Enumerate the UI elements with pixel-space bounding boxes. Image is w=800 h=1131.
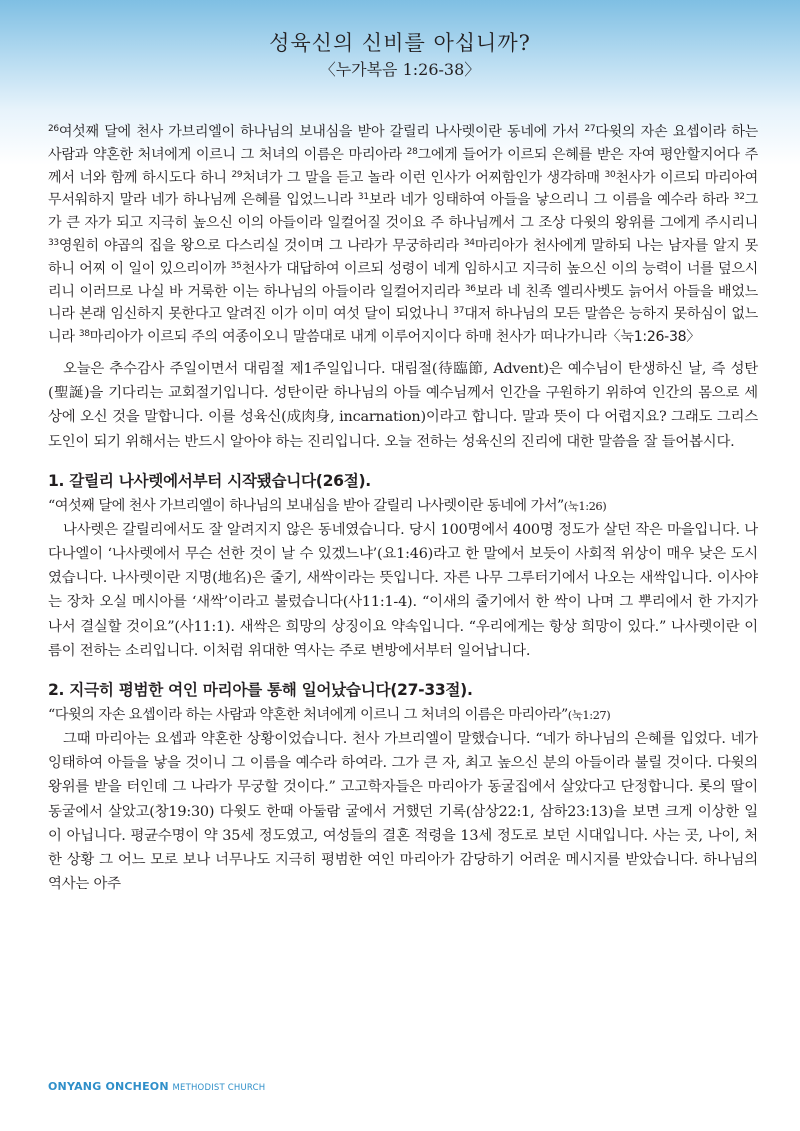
verse-number: 32: [733, 192, 745, 203]
section-2-quote-ref: (눅1:27): [567, 708, 611, 722]
verse-number: 34: [463, 237, 475, 248]
intro-paragraph: 오늘은 추수감사 주일이면서 대림절 제1주일입니다. 대림절(待臨節, Advent)은 예수님이 탄생하신 날, 즉 성탄(聖誕)을 기다리는 교회절기입니다. 성탄이란 하나님의 아들 예수님께서 인간을 구원하기 위하여 인간의 몸으로 세상에 오신 것을 말합니다. 이를 성육신(成肉身, incarnation)이라고 합니다. 말과 뜻이 다 어렵지요? 그래도 그리스도인이 되기 위해서는 반드시 알아야 하는 진리입니다. 오늘 전하는 성육신의 진리에 대한 말씀을 잘 들어봅시다.: [48, 360, 758, 450]
verse-text: 대저 하나님의 모든 말씀은 능하지 못하심이 없느니라: [48, 306, 758, 346]
verse-number: 33: [48, 237, 59, 248]
verse-number: 31: [357, 192, 369, 203]
verse-text: 천사가 이르되 마리아여 무서워하지 말라 네가 하나님께 은혜를 입었느니라: [48, 169, 758, 209]
section-1-quote-ref: (눅1:26): [563, 498, 607, 513]
church-name: ONYANG ONCHEON: [48, 1080, 169, 1093]
section-1-quote: [48, 494, 758, 518]
verse-number: 36: [464, 283, 476, 294]
verse-text: 보라 네가 잉태하여 아들을 낳으리니 그 이름을 예수라 하라: [368, 192, 734, 209]
sermon-content: [48, 121, 758, 896]
verse-number: 35: [230, 260, 242, 271]
verse-text: 보라 네 친족 엘리사벳도 늙어서 아들을 배었느니라 본래 임신하지 못한다고 알려진 이가 이미 여섯 달이 되었나니: [48, 283, 758, 323]
verse-number: 37: [453, 306, 465, 317]
section-2-quote-text: “다윗의 자손 요셉이라 하는 사람과 약혼한 처녀에게 이르니 그 처녀의 이름은 마리아라”: [48, 707, 568, 723]
verse-number: 26: [48, 124, 59, 134]
verse-text: 그가 큰 자가 되고 지극히 높으신 이의 아들이라 일컬어질 것이요 주 하나님께서 그 조상 다윗의 왕위를 그에게 주시리니: [48, 192, 758, 232]
section-1-quote-text: “여섯째 달에 천사 가브리엘이 하나님의 보내심을 받아 갈릴리 나사렛이란 동네에 가서”: [48, 497, 564, 514]
verse-number: 27: [584, 124, 596, 134]
page-header: [0, 30, 800, 81]
section-1-body: 나사렛은 갈릴리에서도 잘 알려지지 않은 동네였습니다. 당시 100명에서 400명 정도가 살던 작은 마을입니다. 나다나엘이 ‘나사렛에서 무슨 선한 것이 날 수 있겠느냐’(요1:46)라고 한 말에서 보듯이 사회적 위상이 매우 낮은 도시였습니다. 나사렛이란 지명(地名)은 줄기, 새싹이라는 뜻입니다. 자른 나무 그루터기에서 나오는 새싹입니다. 이사야는 장차 오실 메시아를 ‘새싹’이라고 불렀습니다(사11:1-4). “이새의 줄기에서 한 싹이 나며 그 뿌리에서 한 가지가 나서 결실할 것이요”(사11:1). 새싹은 희망의 상징이요 약속입니다. “우리에게는 항상 희망이 있다.” 나사렛이란 이름이 전하는 소리입니다. 이처럼 위대한 역사는 주로 변방에서부터 일어납니다.: [48, 521, 758, 659]
verse-number: 38: [78, 329, 90, 340]
scripture-passage: [48, 121, 758, 349]
verse-text: 다윗의 자손 요셉이라 하는 사람과 약혼한 처녀에게 이르니 그 처녀의 이름은 마리아라: [48, 124, 758, 163]
verse-text: 영원히 야곱의 집을 왕으로 다스리실 것이며 그 나라가 무궁하리라: [58, 237, 464, 254]
scripture-reference: 〈누가복음 1:26-38〉: [319, 60, 481, 79]
verse-text: 여섯째 달에 천사 가브리엘이 하나님의 보내심을 받아 갈릴리 나사렛이란 동네에 가서: [58, 124, 585, 140]
section-1-heading: 1. 갈릴리 나사렛에서부터 시작됐습니다(26절).: [48, 471, 371, 490]
verse-text: 처녀가 그 말을 듣고 놀라 이런 인사가 어찌함인가 생각하매: [242, 169, 605, 186]
verse-text: 천사가 대답하여 이르되 성령이 네게 임하시고 지극히 높으신 이의 능력이 너를 덮으시리니 이러므로 나실 바 거룩한 이는 하나님의 아들이라 일컬어지리라: [48, 260, 758, 300]
verse-text: 마리아가 천사에게 말하되 나는 남자를 알지 못하니 어찌 이 일이 있으리이까: [48, 237, 758, 277]
verse-text: 그에게 들어가 이르되 은혜를 받은 자여 평안할지어다 주께서 너와 함께 하시도다 하니: [48, 146, 758, 186]
church-suffix: METHODIST CHURCH: [172, 1083, 266, 1093]
verse-text: 마리아가 이르되 주의 여종이오니 말씀대로 내게 이루어지이다 하매 천사가 떠나가니라〈눅1:26-38〉: [89, 329, 701, 346]
sermon-title: 성육신의 신비를 아십니까?: [269, 31, 531, 55]
verse-number: 28: [406, 146, 418, 157]
verse-number: 29: [231, 169, 243, 180]
verse-number: 30: [604, 169, 616, 180]
section-2-heading: 2. 지극히 평범한 여인 마리아를 통해 일어났습니다(27-33절).: [48, 681, 473, 699]
section-2-quote: [48, 703, 758, 727]
church-footer: [48, 1080, 265, 1093]
section-2-body: 그때 마리아는 요셉과 약혼한 상황이었습니다. 천사 가브리엘이 말했습니다. “네가 하나님의 은혜를 입었다. 네가 잉태하여 아들을 낳을 것이니 그 이름을 예수라 하여라. 그가 큰 자, 최고 높으신 분의 아들이라 불릴 것이다. 다윗의 왕위를 받을 터인데 그 나라가 무궁할 것이다.” 고고학자들은 마리아가 동굴집에서 살았다고 단정합니다. 롯의 딸이 동굴에서 살았고(창19:30) 다윗도 한때 아둘람 굴에서 거했던 기록(삼상22:1, 삼하23:13)을 보면 크게 이상한 일이 아닙니다. 평균수명이 약 35세 정도였고, 여성들의 결혼 적령을 13세 정도로 보던 시대입니다. 사는 곳, 나이, 처한 상황 그 어느 모로 보나 너무나도 지극히 평범한 여인 마리아가 감당하기 어려운 메시지를 받았습니다. 하나님의 역사는 아주: [48, 731, 758, 893]
